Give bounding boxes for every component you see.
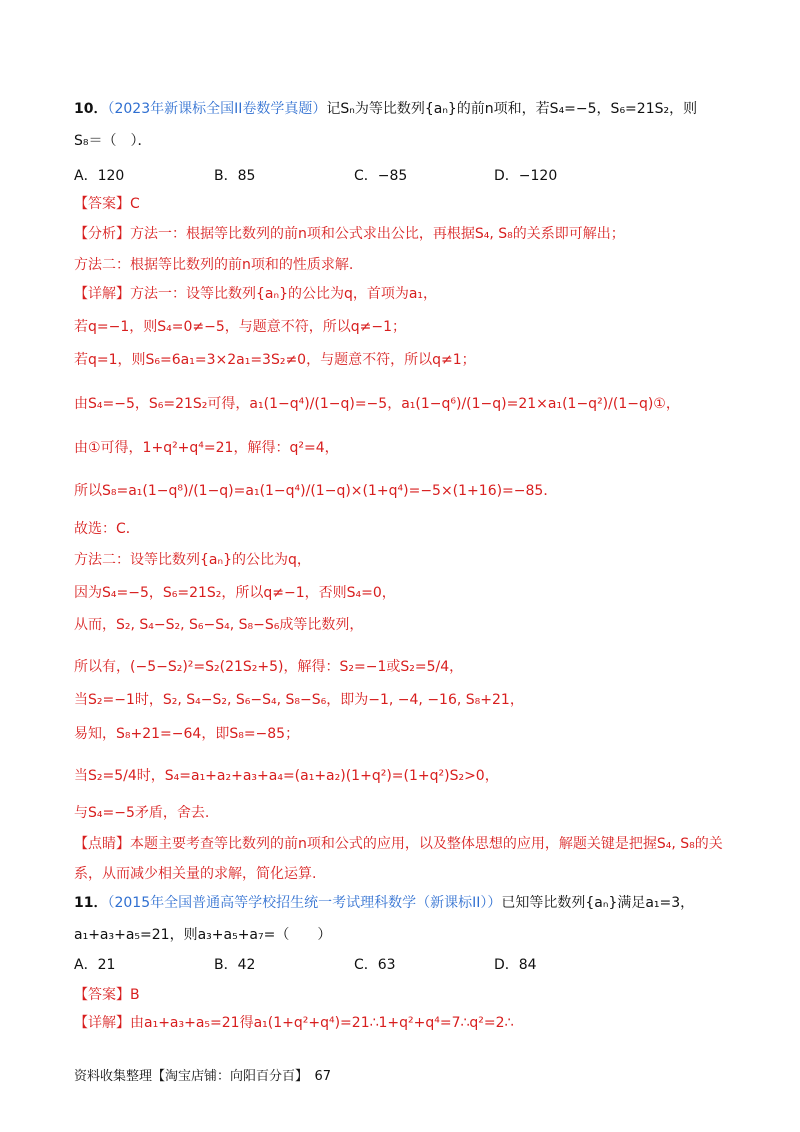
comment-tag: 【点睛】 [74, 836, 130, 852]
q10-stem-line2: S₈＝（ ）． [74, 133, 152, 149]
q10-detail-line4: 由S₄=−5，S₆=21S₂可得，a₁(1−q⁴)/(1−q)=−5，a₁(1−q⁶)/(1−q)=21×a₁(1−q²)/(1−q)①， [74, 396, 680, 412]
answer-tag: 【答案】 [74, 987, 130, 1003]
q11-answer [74, 985, 140, 1005]
q11-detail-line1 [74, 1013, 513, 1033]
detail-tag: 【详解】 [74, 286, 130, 302]
answer-value: B [130, 987, 140, 1003]
q10-detail-line1 [74, 284, 437, 304]
q10-source: （2023年新课标全国II卷数学真题） [107, 101, 327, 117]
q10-detail-line7: 故选：C． [74, 521, 140, 537]
q10-option-b: B．85 [214, 168, 256, 184]
q11-option-c: C．63 [354, 957, 396, 973]
detail-tag: 【详解】 [74, 1015, 130, 1031]
q11-option-d: D．84 [494, 957, 537, 973]
q10-detail-line13: 易知，S₈+21=−64，即S₈=−85； [74, 726, 300, 742]
q10-detail-line6: 所以S₈=a₁(1−q⁸)/(1−q)=a₁(1−q⁴)/(1−q)×(1+q⁴)=−5×(1+16)=−85． [74, 483, 558, 499]
q10-detail-line3: 若q=1，则S₆=6a₁=3×2a₁=3S₂≠0，与题意不符，所以q≠1； [74, 352, 476, 368]
detail-text: 由a₁+a₃+a₅=21得a₁(1+q²+q⁴)=21∴1+q²+q⁴=7∴q²=2∴ [130, 1015, 514, 1031]
analysis-tag: 【分析】 [74, 226, 130, 242]
q10-answer [74, 194, 140, 214]
detail-text: 方法一：设等比数列{aₙ}的公比为q，首项为a₁， [130, 286, 438, 302]
q11-stem-text: 已知等比数列{aₙ}满足a₁=3， [501, 895, 695, 911]
answer-value: C [130, 196, 140, 212]
q11-option-a: A．21 [74, 957, 116, 973]
q10-comment-line2: 系，从而减少相关量的求解，简化运算. [74, 866, 317, 882]
q10-detail-line14: 当S₂=5/4时，S₄=a₁+a₂+a₃+a₄=(a₁+a₂)(1+q²)=(1+q²)S₂>0， [74, 768, 499, 784]
q10-option-d: D．−120 [494, 168, 558, 184]
q10-detail-line2: 若q=−1，则S₄=0≠−5，与题意不符，所以q≠−1； [74, 319, 407, 335]
page-footer: 资料收集整理【淘宝店铺：向阳百分百】 67 [74, 1069, 332, 1084]
q10-detail-line11: 所以有，(−5−S₂)²=S₂(21S₂+5)，解得：S₂=−1或S₂=5/4， [74, 659, 464, 675]
q11-stem-line2: a₁+a₃+a₅=21，则a₃+a₅+a₇=（ ） [74, 927, 332, 943]
q10-analysis-line2: 方法二：根据等比数列的前n项和的性质求解. [74, 257, 354, 273]
q10-stem-text: 记Sₙ为等比数列{aₙ}的前n项和，若S₄=−5，S₆=21S₂，则 [326, 101, 698, 117]
q10-option-c: C．−85 [354, 168, 408, 184]
q11-stem-line1 [74, 893, 694, 913]
q10-option-a: A．120 [74, 168, 125, 184]
q10-number: 10． [74, 101, 108, 117]
analysis-text1: 方法一：根据等比数列的前n项和公式求出公比，再根据S₄, S₈的关系即可解出； [130, 226, 625, 242]
q10-detail-line15: 与S₄=−5矛盾，舍去. [74, 805, 210, 821]
q11-number: 11． [74, 895, 108, 911]
q10-stem-line1 [74, 99, 697, 119]
comment-text1: 本题主要考查等比数列的前n项和公式的应用，以及整体思想的应用，解题关键是把握S₄, S₈的关 [130, 836, 723, 852]
q11-option-b: B．42 [214, 957, 256, 973]
q10-analysis-line1 [74, 224, 625, 244]
q10-detail-line12: 当S₂=−1时，S₂, S₄−S₂, S₆−S₄, S₈−S₆，即为−1, −4, −16, S₈+21， [74, 692, 524, 708]
q10-comment-line1 [74, 834, 723, 854]
q10-detail-line10: 从而，S₂, S₄−S₂, S₆−S₄, S₈−S₆成等比数列， [74, 617, 364, 633]
q10-detail-line8: 方法二：设等比数列{aₙ}的公比为q， [74, 552, 311, 568]
answer-tag: 【答案】 [74, 196, 130, 212]
q11-source: （2015年全国普通高等学校招生统一考试理科数学（新课标II）） [107, 895, 502, 911]
q10-detail-line5: 由①可得，1+q²+q⁴=21，解得：q²=4， [74, 440, 339, 456]
q10-detail-line9: 因为S₄=−5，S₆=21S₂，所以q≠−1，否则S₄=0， [74, 585, 396, 601]
